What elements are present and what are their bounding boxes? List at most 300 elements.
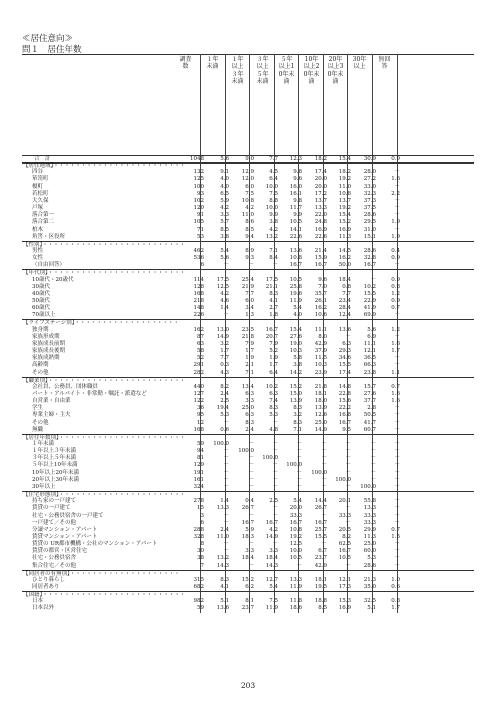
table-row <box>22 184 474 191</box>
cell-value: 1.2 <box>391 326 400 333</box>
page-number: 203 <box>240 681 256 690</box>
cell-value: 16.7 <box>363 262 376 269</box>
cell-value: 100.0 <box>262 455 278 462</box>
cell-value: 13.3 <box>289 576 302 583</box>
cell-value: 16.7 <box>265 519 278 526</box>
row-label: 社宅・公務員宿舎 <box>32 555 77 562</box>
cell-value: － <box>345 469 351 476</box>
cell-value: 37.3 <box>363 197 376 204</box>
cell-value: 8.4 <box>269 255 278 262</box>
cell-value: － <box>272 483 278 490</box>
cell-value: 15.1 <box>363 233 376 240</box>
table-row <box>22 427 474 434</box>
cell-value: － <box>345 562 351 569</box>
cell-value: 7.7 <box>342 290 351 297</box>
cell-value: 13.0 <box>216 326 229 333</box>
cell-value: － <box>296 562 302 569</box>
row-label: 【居住年数別】・・・・・・・・・・・・・・・・・・・・・・・ <box>23 434 186 441</box>
cell-value: 13.9 <box>289 398 302 405</box>
cell-value: 1.0 <box>391 576 400 583</box>
cell-value: 6 <box>200 519 204 526</box>
cell-value: 4.0 <box>220 176 229 183</box>
cell-value: － <box>394 562 400 569</box>
cell-value: 6.3 <box>245 390 254 397</box>
cell-value: － <box>272 512 278 519</box>
cell-value: 6 <box>200 262 204 269</box>
cell-value: 69.9 <box>363 312 376 319</box>
column-header-7: 30年以上 <box>352 56 367 71</box>
cell-value: － <box>321 462 327 469</box>
cell-value: 17.4 <box>314 169 327 176</box>
cell-value: 4.3 <box>220 369 229 376</box>
cell-value: 25.4 <box>241 276 254 283</box>
cell-value: 27.6 <box>289 333 302 340</box>
cell-value: 37.7 <box>363 398 376 405</box>
header-rule <box>22 54 474 55</box>
cell-value: 16.2 <box>314 305 327 312</box>
table-row <box>22 305 474 312</box>
row-label: 戸塚 <box>32 205 44 212</box>
cell-value: 19.2 <box>289 533 302 540</box>
cell-value: － <box>394 476 400 483</box>
cell-value: 6.4 <box>269 369 278 376</box>
cell-value: 7.4 <box>269 398 278 405</box>
cell-value: 10.2 <box>265 383 278 390</box>
row-label: 70歳以上 <box>32 312 56 319</box>
cell-value: 5.6 <box>367 326 376 333</box>
cell-value: 16.2 <box>338 255 351 262</box>
cell-value: 31.0 <box>363 226 376 233</box>
row-label: 家族成長後期 <box>32 348 66 355</box>
row-label: 【国籍】・・・・・・・・・・・・・・・・・・・・・・・・・・ <box>23 592 186 599</box>
cell-value: － <box>394 555 400 562</box>
cell-value: 14.5 <box>338 247 351 254</box>
cell-value: － <box>223 476 229 483</box>
table-row <box>22 555 474 562</box>
cell-value: 22.6 <box>289 233 302 240</box>
cell-value: 1.7 <box>269 362 278 369</box>
cell-value: 3.8 <box>269 219 278 226</box>
cell-value: 5.3 <box>220 412 229 419</box>
cell-value: 20.5 <box>338 526 351 533</box>
cell-value: 1.4 <box>220 498 229 505</box>
cell-value: 32.8 <box>363 255 376 262</box>
cell-value: 7.5 <box>269 598 278 605</box>
table-row <box>22 262 474 269</box>
cell-value: 6.5 <box>220 190 229 197</box>
cell-value: 0.9 <box>391 255 400 262</box>
cell-value: － <box>296 469 302 476</box>
row-label: 落合第二 <box>32 219 55 226</box>
cell-value: 16.7 <box>314 519 327 526</box>
cell-value: － <box>394 441 400 447</box>
cell-value: 16.0 <box>289 183 302 190</box>
cell-value: 0.6 <box>220 426 229 433</box>
cell-value: 100.0 <box>213 441 229 447</box>
cell-value: 15.2 <box>338 219 351 226</box>
cell-value: 2.4 <box>245 426 254 433</box>
cell-value: － <box>248 262 254 269</box>
cell-value: － <box>272 262 278 269</box>
cell-value: 28.6 <box>363 212 376 219</box>
table-row <box>22 169 474 176</box>
cell-value: 9.8 <box>293 197 302 204</box>
cell-value: 71 <box>197 226 204 233</box>
cell-value: 19.2 <box>338 176 351 183</box>
row-label: 【ライフステージ別】・・・・・・・・・・・・・・・・・・・ <box>23 320 179 327</box>
cell-value: 148 <box>193 305 204 312</box>
cell-value: － <box>272 476 278 483</box>
cell-value: 114 <box>193 276 204 283</box>
cell-value: 6.0 <box>245 183 254 190</box>
cell-value: 12.6 <box>314 412 327 419</box>
cell-value: 24.8 <box>314 219 327 226</box>
cell-value: 15.3 <box>338 598 351 605</box>
cell-value: 10.6 <box>314 312 327 319</box>
cell-value: 12.1 <box>363 348 376 355</box>
cell-value: 9.9 <box>269 212 278 219</box>
cell-value: － <box>370 462 376 469</box>
row-label: 落合第一 <box>32 212 55 219</box>
column-header-0: 調査数 <box>179 56 192 71</box>
cell-value: 6.2 <box>245 584 254 590</box>
cell-value: 13.9 <box>314 405 327 412</box>
table-row <box>22 505 474 512</box>
cell-value: 125 <box>193 176 204 183</box>
cell-value: 4.2 <box>245 205 254 212</box>
table-row <box>22 255 474 262</box>
cell-value: 6.7 <box>318 548 327 555</box>
cell-value: 6.4 <box>269 176 278 183</box>
cell-value: 2.4 <box>220 526 229 533</box>
cell-value: － <box>272 462 278 469</box>
row-label: ひとり暮らし <box>32 576 66 583</box>
cell-value: 18.1 <box>314 390 327 397</box>
cell-value: 9.5 <box>342 426 351 433</box>
cell-value: － <box>345 519 351 526</box>
row-label: １年以上３年未満 <box>32 448 77 455</box>
table-row <box>22 219 474 226</box>
cell-value: 7.9 <box>245 340 254 347</box>
cell-value: － <box>223 419 229 426</box>
cell-value: 10.8 <box>241 197 254 204</box>
cell-value: － <box>248 469 254 476</box>
cell-value: 0.8 <box>342 283 351 290</box>
cell-value: － <box>321 441 327 447</box>
cell-value: － <box>394 548 400 555</box>
cell-value: 20.0 <box>289 505 302 512</box>
cell-value: － <box>272 419 278 426</box>
cell-value: 13.3 <box>363 505 376 512</box>
row-label: 大久保 <box>32 197 49 204</box>
cell-value: 14.9 <box>314 426 327 433</box>
cell-value: 13.2 <box>216 555 229 562</box>
row-label: 無職 <box>32 426 44 433</box>
cell-value: － <box>394 426 400 433</box>
cell-value: － <box>223 262 229 269</box>
cell-value: － <box>394 469 400 476</box>
cell-value: 0.7 <box>391 526 400 533</box>
cell-value: 6.3 <box>269 390 278 397</box>
cell-value: 4.2 <box>220 205 229 212</box>
cell-value: 10.8 <box>338 190 351 197</box>
cell-value: － <box>248 476 254 483</box>
cell-value: － <box>370 469 376 476</box>
cell-value: 10.8 <box>289 526 302 533</box>
cell-value: 35.7 <box>314 290 327 297</box>
cell-value: － <box>223 541 229 548</box>
cell-value: 18.4 <box>241 555 254 562</box>
cell-value: 4.5 <box>269 169 278 176</box>
cell-value: 7.7 <box>220 355 229 362</box>
cell-value: 9.8 <box>293 169 302 176</box>
cell-value: － <box>248 562 254 569</box>
cell-value: 23.8 <box>363 369 376 376</box>
cell-value: 0.8 <box>391 283 400 290</box>
cell-value: 7.7 <box>245 290 254 297</box>
cell-value: － <box>394 498 400 505</box>
cell-value: 25.0 <box>314 419 327 426</box>
cell-value: 0.4 <box>391 247 400 254</box>
cell-value: 20.0 <box>314 183 327 190</box>
cell-value: 7 <box>200 562 204 569</box>
cell-value: 8.3 <box>269 290 278 297</box>
cell-value: 9.0 <box>245 156 254 162</box>
cell-value: － <box>248 541 254 548</box>
cell-value: 17.3 <box>338 584 351 590</box>
cell-value: 18.4 <box>265 555 278 562</box>
cell-value: 33.3 <box>289 512 302 519</box>
cell-value: 1.9 <box>269 355 278 362</box>
cell-value: 18.2 <box>338 169 351 176</box>
cell-value: 8 <box>200 541 204 548</box>
table-row <box>22 398 474 405</box>
cell-value: － <box>345 462 351 469</box>
cell-value: 29.3 <box>338 348 351 355</box>
cell-value: 19.6 <box>289 290 302 297</box>
cell-value: 0.7 <box>391 305 400 312</box>
cell-value: － <box>248 462 254 469</box>
cell-value: 2.1 <box>245 362 254 369</box>
cell-value: 1.6 <box>391 398 400 405</box>
cell-value: 42.9 <box>314 562 327 569</box>
row-label: 日本 <box>32 598 44 605</box>
cell-value: － <box>370 441 376 447</box>
column-header-4: ５年以上10年未満 <box>278 56 295 86</box>
cell-value: 16.9 <box>338 226 351 233</box>
row-label: 榎町 <box>32 183 44 190</box>
cell-value: － <box>394 419 400 426</box>
cell-value: 10.8 <box>289 255 302 262</box>
cell-value: 8.9 <box>245 247 254 254</box>
row-label: 家族成長前期 <box>32 340 66 347</box>
cell-value: － <box>321 476 327 483</box>
row-label: その他 <box>32 419 49 426</box>
row-label: 一戸建て／その他 <box>32 519 77 526</box>
cell-value: 22.0 <box>314 212 327 219</box>
cell-value: 1.6 <box>391 176 400 183</box>
cell-value: 5.2 <box>269 348 278 355</box>
cell-value: 19.0 <box>289 340 302 347</box>
cell-value: 0.9 <box>391 156 400 162</box>
column-header-2: １年以上３年未満 <box>231 56 244 86</box>
cell-value: － <box>394 455 400 462</box>
cell-value: 1.9 <box>391 219 400 226</box>
cell-value: － <box>272 448 278 455</box>
cell-value: 0.3 <box>220 362 229 369</box>
row-label: 角筈・区役所 <box>32 233 66 240</box>
cell-value: － <box>272 441 278 447</box>
cell-value: 6.3 <box>245 412 254 419</box>
cell-value: 18.4 <box>338 276 351 283</box>
cell-value: 32.3 <box>363 190 376 197</box>
cell-value: 3.2 <box>220 340 229 347</box>
cell-value: 132 <box>193 169 204 176</box>
cell-value: － <box>370 276 376 283</box>
cell-value: 682 <box>193 584 204 590</box>
cell-value: 15.2 <box>289 383 302 390</box>
cell-value: 15.5 <box>363 290 376 297</box>
row-label: 社宅・公務員宿舎の一戸建て <box>32 512 104 519</box>
cell-value: 11.0 <box>338 183 351 190</box>
cell-value: 17.5 <box>265 276 278 283</box>
row-label: 【職業別】・・・・・・・・・・・・・・・・・・・・・・・・・ <box>23 377 186 384</box>
cell-value: 41.9 <box>363 305 376 312</box>
cell-value: 11.8 <box>289 598 302 605</box>
cell-value: 0.9 <box>391 276 400 283</box>
table-row <box>22 312 474 319</box>
cell-value: 22.9 <box>363 298 376 304</box>
cell-value: 19.5 <box>314 584 327 590</box>
row-label: 専業主婦・主夫 <box>32 412 71 419</box>
cell-value: 50.5 <box>363 412 376 419</box>
cell-value: － <box>394 505 400 512</box>
row-label: 家族形成期 <box>32 333 60 340</box>
table-row <box>22 520 474 527</box>
cell-value: 10.0 <box>289 548 302 555</box>
cell-value: － <box>296 441 302 447</box>
table-row <box>22 227 474 234</box>
cell-value: 1048 <box>190 156 204 162</box>
cell-value: 10.0 <box>265 183 278 190</box>
cell-value: － <box>394 405 400 412</box>
cell-value: 4.0 <box>220 183 229 190</box>
cell-value: 2.8 <box>367 405 376 412</box>
cell-value: － <box>223 512 229 519</box>
cell-value: 161 <box>193 476 204 483</box>
table-row <box>22 534 474 541</box>
cell-value: 28.6 <box>363 562 376 569</box>
table-row <box>22 191 474 198</box>
cell-value: 26.7 <box>314 505 327 512</box>
cell-value: 37.5 <box>363 205 376 212</box>
cell-value: 15.4 <box>289 326 302 333</box>
cell-value: － <box>321 483 327 490</box>
cell-value: － <box>370 476 376 483</box>
cell-value: 9.4 <box>245 233 254 240</box>
cell-value: 14.3 <box>265 562 278 569</box>
cell-value: 3.4 <box>245 305 254 312</box>
cell-value: 5.1 <box>220 598 229 605</box>
cell-value: 30.9 <box>363 156 376 162</box>
cell-value: 4.1 <box>269 298 278 304</box>
cell-value: 129 <box>193 462 204 469</box>
row-label: １年未満 <box>32 441 55 447</box>
cell-value: － <box>321 455 327 462</box>
row-label: 会社員、公務員、団体職員 <box>32 383 99 390</box>
cell-value: 63 <box>197 340 204 347</box>
cell-value: 18.8 <box>314 598 327 605</box>
cell-value: 218 <box>193 298 204 304</box>
table-row <box>22 341 474 348</box>
cell-value: 22.6 <box>314 233 327 240</box>
table-row <box>22 362 474 369</box>
row-label: （自由回答） <box>32 262 66 269</box>
cell-value: 28.4 <box>338 305 351 312</box>
row-label: 60歳代 <box>32 305 50 312</box>
cell-value: 18.3 <box>241 533 254 540</box>
row-label: 箪笥町 <box>32 176 49 183</box>
cell-value: 100.0 <box>238 448 254 455</box>
cell-value: － <box>394 262 400 269</box>
cell-value: 50.0 <box>338 262 351 269</box>
cell-value: 282 <box>193 369 204 376</box>
cell-value: 4.6 <box>220 298 229 304</box>
row-label: 持ち家の一戸建て <box>32 498 77 505</box>
table-row <box>22 212 474 219</box>
cell-value: 13.6 <box>338 326 351 333</box>
row-label: 【年代別】・・・・・・・・・・・・・・・・・・・・・・・・・ <box>23 270 186 277</box>
cell-value: 7.1 <box>293 426 302 433</box>
cell-value: 5.4 <box>293 305 302 312</box>
cell-value: 8.0 <box>318 333 327 340</box>
cell-value: 29.9 <box>363 526 376 533</box>
cell-value: 16.7 <box>241 519 254 526</box>
row-label: 10歳代・20歳代 <box>32 276 74 283</box>
cell-value: － <box>345 505 351 512</box>
cell-value: 11.1 <box>363 340 376 347</box>
table-row <box>22 198 474 205</box>
cell-value: 16.7 <box>338 419 351 426</box>
row-label: 合 計 <box>34 156 51 162</box>
row-label: 高齢期 <box>32 362 49 369</box>
table-row <box>22 391 474 398</box>
cell-value: 4.2 <box>269 526 278 533</box>
cell-value: 11.9 <box>289 584 302 590</box>
cell-value: 2.5 <box>220 398 229 405</box>
cell-value: 33.3 <box>338 512 351 519</box>
cell-value: － <box>321 541 327 548</box>
cell-value: 36.5 <box>363 355 376 362</box>
cell-value: 13.2 <box>265 233 278 240</box>
cell-value: 15.6 <box>338 398 351 405</box>
cell-value: － <box>296 448 302 455</box>
column-header-3: ３年以上５年未満 <box>256 56 269 86</box>
cell-value: － <box>345 448 351 455</box>
cell-value: 5.6 <box>220 255 229 262</box>
cell-value: 59 <box>197 605 204 612</box>
cell-value: 6.0 <box>245 298 254 304</box>
cell-value: 27.2 <box>363 176 376 183</box>
table-row <box>22 248 474 255</box>
cell-value: 6.3 <box>342 340 351 347</box>
cell-value: 34.6 <box>338 355 351 362</box>
row-label: 30歳代 <box>32 283 50 290</box>
cell-value: 42.9 <box>314 340 327 347</box>
cell-value: 3.8 <box>293 362 302 369</box>
cell-value: 0.9 <box>391 298 400 304</box>
cell-value: 8.1 <box>245 598 254 605</box>
